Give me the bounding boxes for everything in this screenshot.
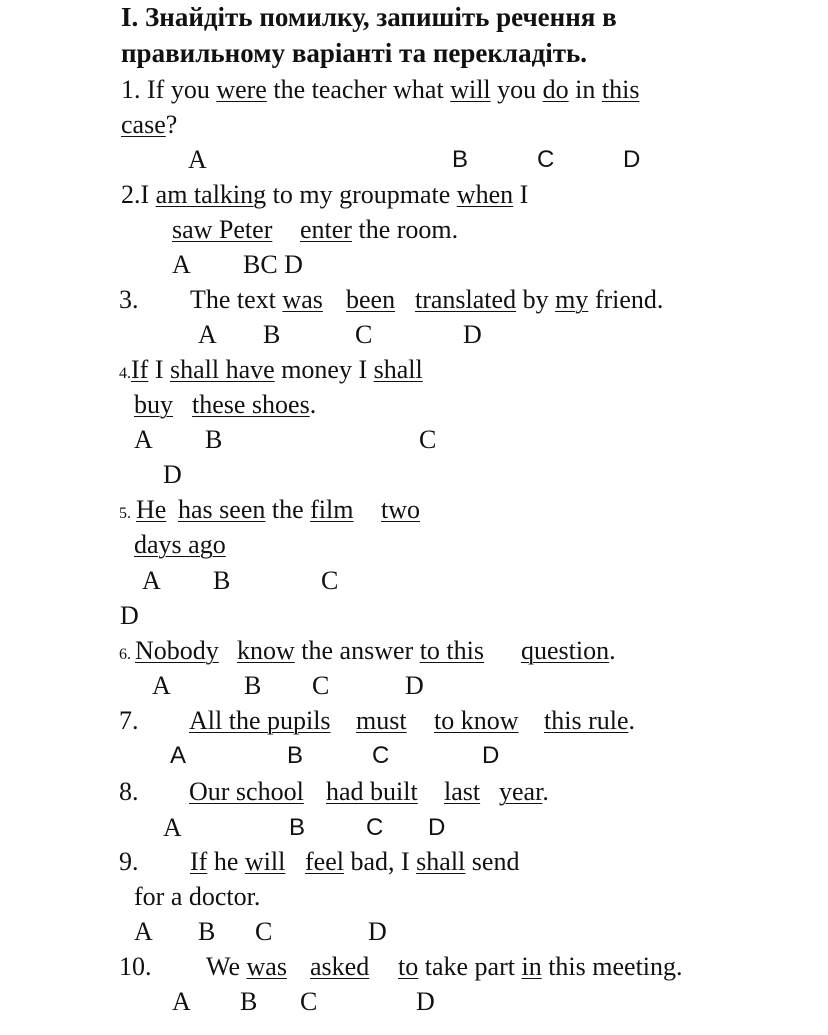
item-4-letter-b: B: [205, 425, 223, 454]
option-a: were: [216, 75, 267, 104]
item-8-letter-b: B: [289, 814, 306, 841]
item-7-letter-b: B: [287, 742, 304, 769]
option-d-part2: case: [121, 110, 166, 139]
item-3-number: 3.: [119, 285, 139, 314]
item-9-sentence: If he will: [190, 847, 286, 876]
item-number: 1.: [121, 75, 147, 104]
item-1-letter-d: D: [623, 146, 641, 173]
item-8-letter-c: C: [366, 814, 384, 841]
item-9-sentence-cont: for a doctor.: [134, 882, 261, 911]
item-5-number: 5.: [119, 505, 131, 522]
item-7-option-b: must: [356, 706, 407, 735]
option-a: If: [131, 355, 149, 384]
item-1-letter-c: C: [537, 146, 555, 173]
item-4-option-c-cont: buy: [134, 390, 173, 419]
item-3-option-c: translated by my friend.: [415, 285, 664, 314]
item-9-letter-a: A: [134, 917, 153, 946]
option-d: shall: [416, 847, 466, 876]
item-1-sentence-cont: case?: [121, 110, 178, 139]
item-6-letter-c: C: [312, 671, 330, 700]
option-c: film: [310, 495, 354, 524]
item-5-letter-d: D: [120, 601, 139, 630]
option-d: my: [555, 285, 589, 314]
item-2-option-d: enter the room.: [300, 215, 459, 244]
item-8-option-c: last: [444, 777, 481, 806]
item-10-number: 10.: [119, 952, 152, 981]
item-9-number: 9.: [119, 847, 139, 876]
option-d: in: [521, 952, 542, 981]
option-a: am talking: [155, 180, 267, 209]
item-5-sentence: has seen the film: [178, 495, 354, 524]
item-8-option-d: year.: [499, 777, 549, 806]
item-10-letter-c: C: [300, 987, 318, 1016]
item-7-letter-c: C: [372, 742, 390, 769]
option-c: shall: [373, 355, 423, 384]
item-8-sentence: [189, 777, 304, 807]
item-8-option-b: had built: [326, 777, 418, 806]
item-4-letter-a: A: [134, 425, 153, 454]
option-a: All the pupils: [189, 706, 331, 735]
item-6-sentence: know the answer to this: [237, 636, 484, 665]
item-1-letter-b: B: [452, 146, 469, 173]
item-8-number: 8.: [119, 777, 139, 806]
item-4-letter-c: C: [419, 425, 437, 454]
item-2-letter-a: A: [172, 250, 191, 279]
option-b: will: [450, 75, 491, 104]
item-2-sentence: 2.I am talking to my groupmate when I: [121, 180, 529, 209]
item-10-letter-a: A: [172, 987, 191, 1016]
item-5-option-a: He: [136, 495, 167, 524]
option-a: Our school: [189, 777, 304, 806]
item-2-letters-bcd: BC D: [243, 250, 303, 279]
heading-line-1: I. Знайдіть помилку, запишіть речення в: [121, 2, 617, 32]
item-5-letter-c: C: [321, 566, 339, 595]
item-3-sentence: The text was: [190, 285, 323, 314]
item-9-letter-d: D: [368, 917, 387, 946]
item-8-letter-a: A: [163, 813, 182, 842]
item-10-option-b: asked: [310, 952, 370, 981]
item-3-letter-b: B: [263, 320, 281, 349]
option-c: to this: [419, 636, 484, 665]
item-9-letter-b: B: [198, 917, 216, 946]
item-7-option-c: to know: [434, 706, 519, 735]
item-3-letter-c: C: [355, 320, 373, 349]
item-8-letter-d: D: [428, 814, 446, 841]
item-number: 4.: [119, 365, 131, 382]
item-10-sentence: We was: [206, 952, 287, 981]
option-c: do: [542, 75, 569, 104]
item-7-option-d: this rule.: [544, 706, 635, 735]
item-4-option-d: these shoes.: [192, 390, 317, 419]
option-b: has seen: [178, 495, 266, 524]
item-4-sentence: 4.If I shall have money I shall: [119, 355, 423, 384]
item-6-option-d: question.: [521, 636, 616, 665]
item-10-option-c: to take part in this meeting.: [398, 952, 683, 981]
option-b: will: [244, 847, 286, 876]
item-10-letter-b: B: [240, 987, 258, 1016]
item-6-option-a: Nobody: [135, 636, 219, 665]
heading-line-2: правильному варіанті та перекладіть.: [121, 38, 588, 68]
item-7-sentence: [189, 706, 331, 736]
item-6-letter-b: B: [244, 671, 262, 700]
option-a: If: [190, 847, 208, 876]
item-6-letter-a: A: [152, 671, 171, 700]
item-10-letter-d: D: [416, 987, 435, 1016]
item-5-option-d-cont: days ago: [134, 530, 226, 559]
item-2-option-c: saw Peter: [172, 215, 273, 244]
item-9-letter-c: C: [255, 917, 273, 946]
item-3-letter-a: A: [198, 320, 217, 349]
item-4-letter-d: D: [163, 460, 182, 489]
item-3-letter-d: D: [463, 320, 482, 349]
item-6-number: 6.: [119, 646, 131, 663]
option-b: know: [237, 636, 295, 665]
item-5-letter-a: A: [142, 566, 161, 595]
item-9-option-c: feel bad, I shall send: [305, 847, 520, 876]
item-5-option-d: two: [381, 495, 420, 524]
item-6-letter-d: D: [405, 671, 424, 700]
option-b: shall have: [170, 355, 275, 384]
item-7-letter-a: A: [170, 742, 187, 769]
option-a: was: [246, 952, 287, 981]
item-number: 2.: [121, 180, 141, 209]
item-3-option-b: been: [346, 285, 396, 314]
option-b: when: [456, 180, 514, 209]
option-a: was: [282, 285, 323, 314]
item-7-number: 7.: [119, 706, 139, 735]
item-1-sentence: 1. If you were the teacher what will you do in this: [121, 75, 640, 104]
item-5-letter-b: B: [213, 566, 231, 595]
item-7-letter-d: D: [482, 742, 500, 769]
item-1-letter-a: A: [188, 145, 207, 174]
option-d-part1: this: [601, 75, 640, 104]
